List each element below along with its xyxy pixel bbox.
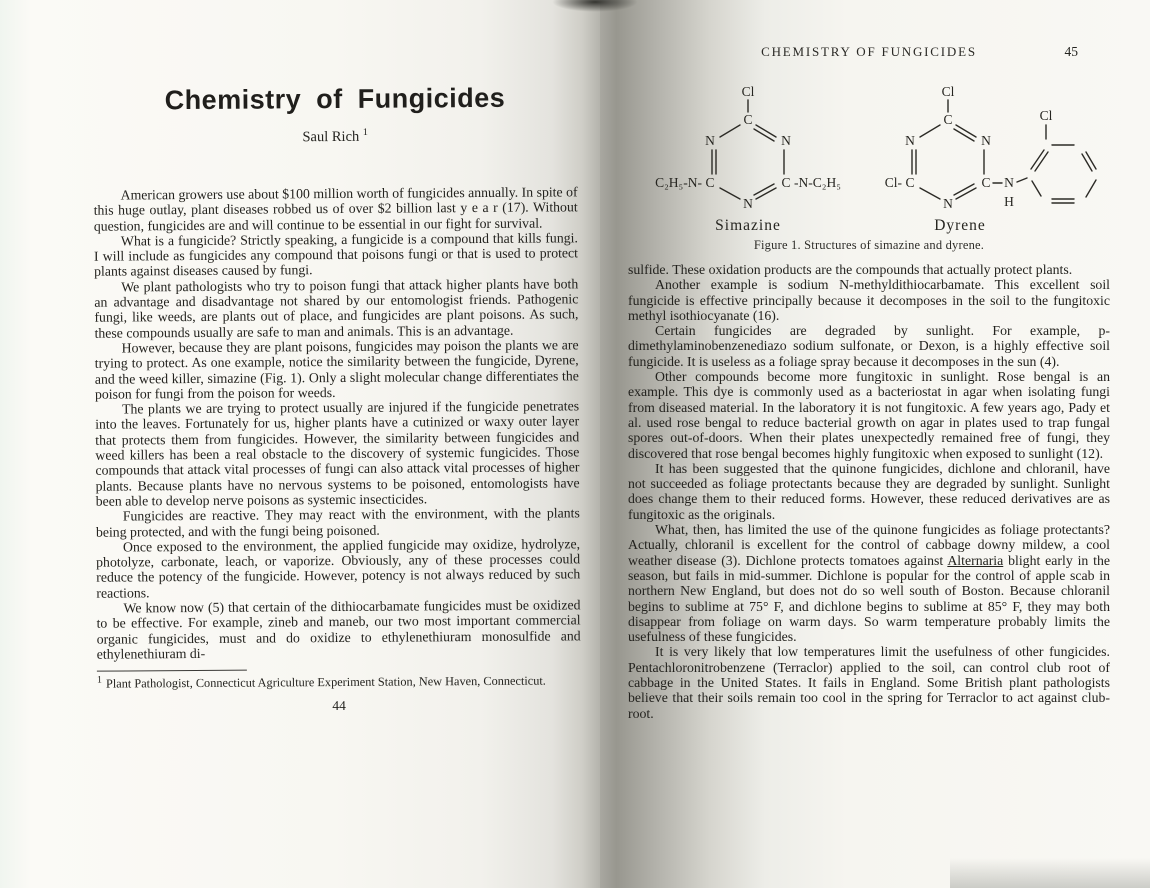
paragraph: It has been suggested that the quinone fungicides, dichlone and chloranil, have not succeeded as foliage protectants because they are degraded by sunlight. Sunlight does change them to their reduced forms. However, these reduced derivatives are as fungitoxic as the originals. — [628, 460, 1110, 522]
spine-shadow — [552, 0, 638, 12]
simazine-c-se-label: C — [781, 175, 791, 190]
left-body-text — [94, 184, 581, 662]
paragraph: Fungicides are reactive. They may react with the environment, with the plants being protected, and with the fungi being poisoned. — [95, 505, 580, 540]
dyrene-c-se-label: C — [981, 175, 991, 190]
dyrene-n-link-label: N — [1004, 175, 1014, 190]
simazine-cl-label: Cl — [741, 84, 755, 99]
footnote — [97, 674, 581, 692]
running-header — [628, 44, 1110, 62]
underlined-term: Alternaria — [947, 552, 1004, 568]
paragraph: We plant pathologists who try to poison fungi that attack higher plants have both an advantage and disadvantage not shared by our entomologist friends. Pathogenic fungi, like weeds, are plants out of place, and fungicides are plant poisons. As such, these compounds usually are safe to man and animals. This is an advantage. — [94, 276, 579, 341]
paragraph: American growers use about $100 million worth of fungicides annually. In spite of this huge outlay, plant diseases robbed us of over $2 billion last y e a r (17). Without question, fungicides are and will continue to be essential in our fight for survival. — [93, 184, 578, 234]
simazine-c-top-label: C — [743, 112, 753, 127]
paragraph-text: blight early in the season, but fails in mid-summer. Dichlone is popular for the control of apple scab in northern New England, but does not do so well south of Boston. Because chloranil begins to sublime at 75° F, and dichlone begins to sublime at 85° F, they may both disappear from foliage on warm days. So warm temperature probably limits the usefulness of these fungicides. — [628, 552, 1111, 645]
paragraph: Other compounds become more fungitoxic in sunlight. Rose bengal is an example. This dye is commonly used as a bacteriostat in agar when isolating fungi from diseased material. In the laboratory it is not fungitoxic. A few years ago, Pady et al. used rose bengal to reduce bacterial growth on agar in plates used to trap fungal spores out-of-doors. When their plates unexpectedly remained free of fungi, they discovered that rose bengal becomes highly fungitoxic when exposed to sunlight (12). — [628, 369, 1110, 461]
page-number-right: 45 — [1064, 44, 1078, 59]
author-name: Saul Rich — [302, 128, 360, 146]
chemical-structures — [628, 82, 1110, 234]
running-header-title: CHEMISTRY OF FUNGICIDES — [761, 44, 977, 59]
paragraph: It is very likely that low temperatures limit the usefulness of other fungicides. Pentachloronitrobenzene (Terraclor) applied to the soil, can control club root of cabbage in the United States. It fails in England. Some British plant pathologists believe that their soils remain too cool in the spring for Terraclor to act against club-root. — [628, 644, 1110, 721]
page-corner-shade — [950, 858, 1150, 888]
left-page-column — [93, 82, 581, 716]
dyrene-name-label: Dyrene — [934, 217, 986, 234]
paragraph-text: What, then, has limited the use of the quinone fungicides as foliage protectants? Actually, chloranil is excellent for the control of cabbage downy mildew, a cool weather disease (3). Dichlone protects tomatoes against — [628, 522, 1110, 568]
paragraph: We know now (5) that certain of the dithiocarbamate fungicides must be oxidized to be effective. For example, zineb and maneb, our two most important commercial organic fungicides, must and do oxidize to ethylenethiuram monosulfide and ethylenethiuram di- — [96, 597, 581, 662]
dyrene-cl-top-label: Cl — [941, 84, 955, 99]
paragraph: However, because they are plant poisons, fungicides may poison the plants we are trying to protect. As one example, notice the similarity between the fungicide, Dyrene, and the weed killer, simazine (Fig. 1). Only a slight molecular change differentiates the poison for fungi from the poison for weeds. — [94, 337, 579, 402]
dyrene-c-sw-label: C — [905, 175, 915, 190]
simazine-n-bottom-label: N — [743, 196, 753, 211]
page-number-left: 44 — [332, 698, 346, 714]
dyrene-c-top-label: C — [943, 112, 953, 127]
footnote-rule — [97, 670, 247, 672]
author-line — [93, 127, 577, 147]
simazine-left-group-label: C₂H₅-N- — [655, 175, 702, 190]
page-title: Chemistry of Fungicides — [164, 82, 506, 116]
paragraph: sulfide. These oxidation products are the compounds that actually protect plants. — [628, 262, 1073, 277]
simazine-structure-diagram — [628, 82, 858, 234]
paragraph — [628, 522, 1110, 644]
figure-caption: Figure 1. Structures of simazine and dyrene. — [753, 238, 985, 252]
paragraph: Once exposed to the environment, the applied fungicide may oxidize, hydrolyze, photolyze, carbonate, leach, or vaporize. Obviously, any of these processes could reduce the potency of the fungicide. However, potency is not always reduced by such reactions. — [96, 536, 581, 601]
simazine-n-ne-label: N — [781, 133, 791, 148]
simazine-n-nw-label: N — [705, 133, 715, 148]
dyrene-n-ne-label: N — [981, 133, 991, 148]
paragraph: Certain fungicides are degraded by sunlight. For example, p-dimethylaminobenzenediazo sodium sulfonate, or Dexon, is a highly effective soil fungicide. It is useless as a foliage spray because it decomposes in the sun (4). — [628, 323, 1110, 369]
dyrene-n-bottom-label: N — [943, 196, 953, 211]
author-footnote-ref: 1 — [362, 126, 368, 138]
dyrene-h-link-label: H — [1004, 194, 1014, 209]
paragraph: What is a fungicide? Strictly speaking, a fungicide is a compound that kills fungi. I will include as fungicides any compound that poisons fungi or that is used to protect plants against diseases caused by fungi. — [93, 230, 579, 280]
paragraph: The plants we are trying to protect usually are injured if the fungicide penetrates into the leaves. Fortunately for us, higher plants have a cutinized or waxy outer layer that protects them from fungicides. However, the similarity between fungicides and weed killers has been a real obstacle to the discovery of systemic fungicides. Those compounds that attack vital processes of fungi can also attack vital processes of higher plants. Because plants have no nervous systems to be poisoned, entomologists have been able to develop nerve poisons as systemic insecticides. — [95, 398, 580, 509]
right-body-text — [628, 262, 1110, 721]
right-page-column — [628, 44, 1110, 721]
dyrene-benzene-cl-label: Cl — [1039, 108, 1053, 123]
simazine-c-sw-label: C — [705, 175, 715, 190]
footnote-ref: 1 — [96, 674, 102, 686]
dyrene-left-group-label: Cl- — [884, 175, 902, 190]
dyrene-structure-diagram — [860, 82, 1110, 234]
simazine-right-group-label: -N-C₂H₅ — [794, 175, 841, 190]
figure-1 — [628, 82, 1110, 253]
dyrene-n-nw-label: N — [905, 133, 915, 148]
simazine-name-label: Simazine — [715, 217, 781, 234]
footnote-text: Plant Pathologist, Connecticut Agriculture Experiment Station, New Haven, Connecticut. — [105, 673, 546, 691]
paragraph: Another example is sodium N-methyldithiocarbamate. This excellent soil fungicide is effective principally because it decomposes in the soil to the fungitoxic methyl isothiocyanate (16). — [628, 277, 1110, 323]
